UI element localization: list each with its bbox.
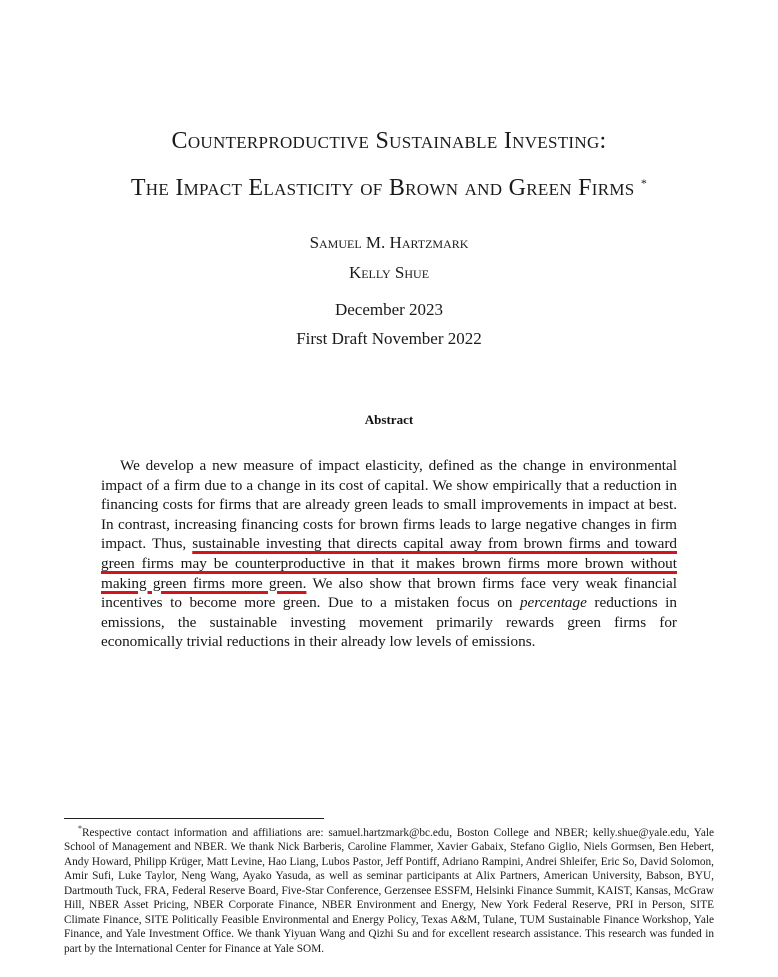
paper-title-line1: Counterproductive Sustainable Investing: bbox=[171, 128, 607, 154]
paper-title-line2-text: The Impact Elasticity of Brown and Green Firms bbox=[130, 175, 635, 201]
footnote bbox=[64, 822, 714, 956]
abstract-highlighted-sentence: sustainable investing that directs capital away from brown firms and toward green firms may be counterproductive in that it makes brown firms more brown without making green firms more green. bbox=[101, 535, 677, 592]
footnote-text: Respective contact information and affiliations are: samuel.hartzmark@bc.edu, Boston College and NBER; kelly.shue@yale.edu, Yale School of Management and NBER. We thank Nick Barberis, Caroline Flammer, Xavier Gabaix, Stefano Giglio, Niels Gormsen, Ben Hebert, Andy Howard, Philipp Krüger, Matt Levine, Hao Liang, Lubos Pastor, Jeff Pontiff, Adriano Rampini, Andrei Shleifer, Eric So, David Solomon, Amir Sufi, Luke Taylor, Neng Wang, Ayako Yasuda, as well as seminar participants at Alix Partners, American University, Babson, BYU, Dartmouth Tuck, FRA, Federal Reserve Board, Five-Star Conference, Gerzensee ESSFM, Helsinki Finance Summit, KAIST, Kansas, McGraw Hill, NBER Asset Pricing, NBER Corporate Finance, NBER Environment and Energy, New York Federal Reserve, PRI in Person, SITE Climate Finance, SITE Politically Feasible Environmental and Energy Policy, Texas A&M, Tulane, TUM Sustainable Finance Workshop, Yale Finance, and Yale Investment Office. We thank Yiyuan Wang and Qizhi Su and for excellent research assistance. This research was funded in part by the International Center for Finance at Yale SOM. bbox=[64, 826, 714, 955]
abstract-text-end: reductions in emissions, the sustainable investing movement primarily rewards green firms for economically trivial reductions in their already low levels of emissions. bbox=[101, 594, 677, 651]
author-name: Samuel M. Hartzmark bbox=[309, 233, 469, 252]
footnote-mark: * bbox=[78, 824, 82, 833]
author-name: Kelly Shue bbox=[348, 263, 430, 282]
abstract-emphasis-word: percentage bbox=[519, 594, 587, 612]
abstract-text-middle: We also show that brown firms face very weak financial incentives to become more green. Due to a mistaken focus on bbox=[101, 574, 677, 612]
paper-title-line2 bbox=[0, 175, 778, 202]
footnote-divider bbox=[64, 818, 324, 819]
first-draft-date: First Draft November 2022 bbox=[296, 329, 482, 348]
paper-date: December 2023 bbox=[334, 300, 444, 319]
abstract-heading: Abstract bbox=[364, 412, 414, 427]
abstract-body bbox=[101, 456, 677, 652]
abstract-text-start: We develop a new measure of impact elasticity, defined as the change in environmental impact of a firm due to a change in its cost of capital. We show empirically that a reduction in financing costs for firms that are already green leads to small improvements in impact at best. In contrast, increasing financing costs for brown firms leads to large negative changes in firm impact. Thus, bbox=[101, 457, 677, 553]
title-footnote-mark: * bbox=[640, 176, 648, 190]
